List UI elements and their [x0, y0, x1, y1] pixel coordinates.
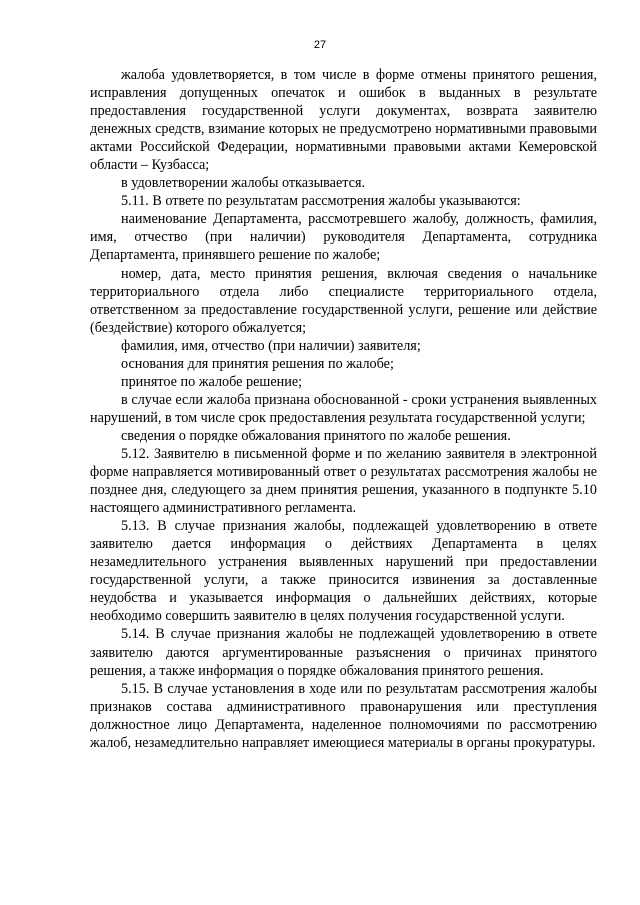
paragraph-decision-grounds: основания для принятия решения по жалобе; [121, 355, 394, 372]
paragraph-decision-details: номер, дата, место принятия решения, включая сведения о начальнике территориального отдела либо специалисте территориального отдела, ответственном за предоставление государственной услуги, решение или действие (бездействие) которого обжалуется; [90, 265, 597, 336]
page-number: 27 [313, 39, 327, 51]
paragraph-5-13: 5.13. В случае признания жалобы, подлежащей удовлетворению в ответе заявителю дается информация о действиях Департамента в целях незамедлительного устранения выявленных нарушений при предоставлении государственной услуги, а также приносится извинения за доставленные неудобства и указывается информация о дальнейших действиях, которые необходимо совершить заявителю в целях получения государственной услуги. [90, 518, 597, 625]
paragraph-5-11: 5.11. В ответе по результатам рассмотрения жалобы указываются: [121, 193, 521, 210]
paragraph-appeal-procedure: сведения о порядке обжалования принятого по жалобе решения. [121, 427, 511, 444]
paragraph-department-name: наименование Департамента, рассмотревшего жалобу, должность, фамилия, имя, отчество (при наличии) руководителя Департамента, сотрудника Департамента, принявшего решение по жалобе; [90, 211, 597, 264]
paragraph-5-14: 5.14. В случае признания жалобы не подлежащей удовлетворению в ответе заявителю даются аргументированные разъяснения о причинах принятого решения, а также информация о порядке обжалования принятого решения. [90, 626, 597, 679]
paragraph-violation-terms: в случае если жалоба признана обоснованной - сроки устранения выявленных нарушений, в том числе срок предоставления результата государственной услуги; [90, 391, 597, 426]
paragraph-applicant-name: фамилия, имя, отчество (при наличии) заявителя; [121, 337, 421, 354]
paragraph-5-12: 5.12. Заявителю в письменной форме и по желанию заявителя в электронной форме направляется мотивированный ответ о результатах рассмотрения жалобы не позднее дня, следующего за днем принятия решения, указанного в подпункте 5.10 настоящего административного регламента. [90, 445, 597, 517]
paragraph-5-15: 5.15. В случае установления в ходе или по результатам рассмотрения жалобы признаков состава административного правонарушения или преступления должностное лицо Департамента, наделенное полномочиями по рассмотрению жалоб, незамедлительно направляет имеющиеся материалы в органы прокуратуры. [90, 680, 597, 751]
paragraph-complaint-rejected: в удовлетворении жалобы отказывается. [121, 175, 366, 192]
paragraph-complaint-satisfied: жалоба удовлетворяется, в том числе в форме отмены принятого решения, исправления допущенных опечаток и ошибок в выданных в результате предоставления государственной услуги документах, возврата заявителю денежных средств, взимание которых не предусмотрено нормативными правовыми актами Российской Федерации, нормативными правовыми актами Кемеровской области – Кузбасса; [90, 67, 597, 174]
paragraph-decision-taken: принятое по жалобе решение; [121, 373, 303, 390]
document-body [90, 66, 597, 752]
